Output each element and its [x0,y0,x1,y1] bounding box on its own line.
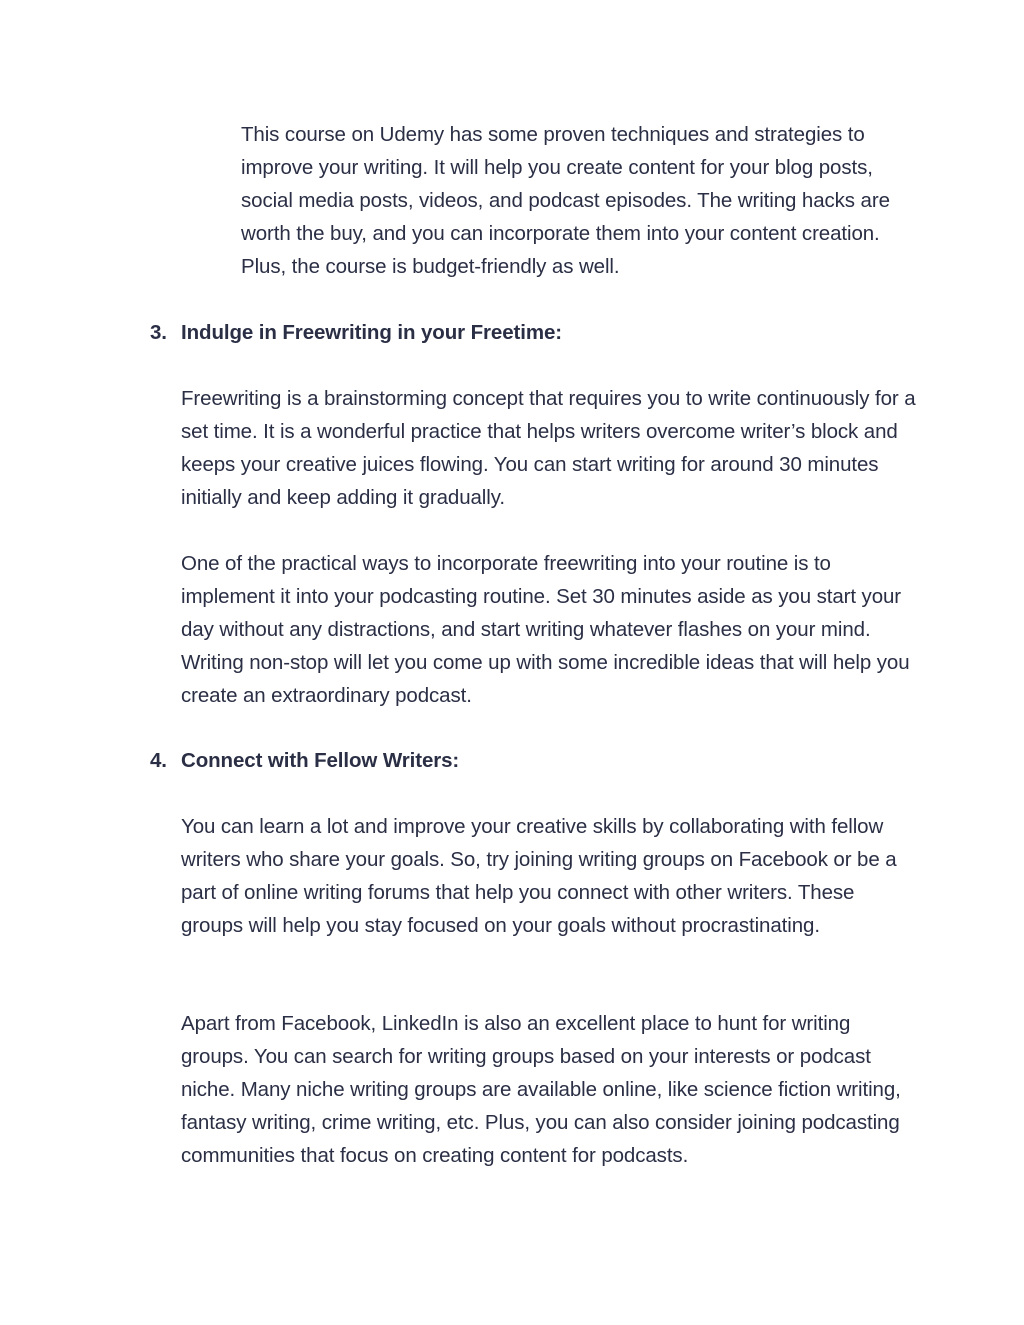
section-number: 4. [150,749,167,772]
freewriting-paragraph-2: One of the practical ways to incorporate freewriting into your routine is to implement it into your podcasting routine. Set 30 minutes aside as you start your day without any distractions, and start writing whatever flashes on your mind. Writing non-stop will let you come up with some incredible ideas that will help you create an extraordinary podcast. [181,552,910,707]
section-number: 3. [150,321,167,344]
section-heading-connect-writers [150,744,459,777]
section-title: Indulge in Freewriting in your Freetime: [181,321,562,344]
section-title: Connect with Fellow Writers: [181,749,460,772]
connect-writers-paragraph-1: You can learn a lot and improve your creative skills by collaborating with fellow writers who share your goals. So, try joining writing groups on Facebook or be a part of online writing forums that help you connect with other writers. These groups will help you stay focused on your goals without procrastinating. [181,815,897,937]
connect-writers-paragraph-2: Apart from Facebook, LinkedIn is also an excellent place to hunt for writing groups. You can search for writing groups based on your interests or podcast niche. Many niche writing groups are available online, like science fiction writing, fantasy writing, crime writing, etc. Plus, you can also consider joining podcasting communities that focus on creating content for podcasts. [181,1012,901,1167]
intro-paragraph: This course on Udemy has some proven techniques and strategies to improve your writing. It will help you create content for your blog posts, social media posts, videos, and podcast episodes. The writing hacks are worth the buy, and you can incorporate them into your content creation. Plus, the course is budget-friendly as well. [241,123,890,278]
section-heading-freewriting [150,316,562,349]
freewriting-paragraph-1: Freewriting is a brainstorming concept that requires you to write continuously for a set time. It is a wonderful practice that helps writers overcome writer’s block and keeps your creative juices flowing. You can start writing for around 30 minutes initially and keep adding it gradually. [181,387,916,509]
